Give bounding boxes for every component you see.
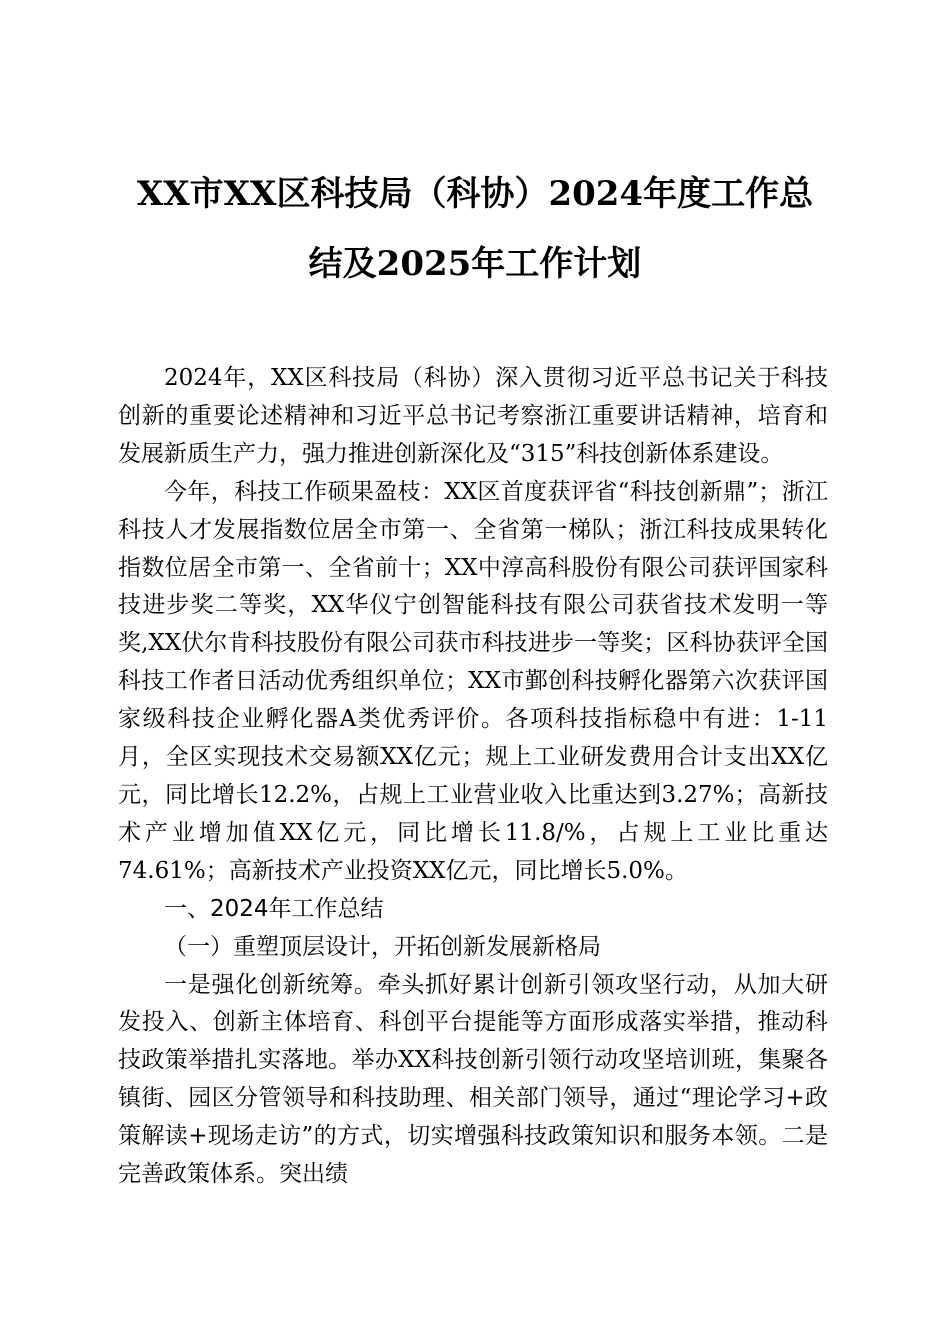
section-heading-1: 一、2024年工作总结: [164, 895, 384, 922]
paragraph-innovation: 一是强化创新统筹。牵头抓好累计创新引领攻坚行动，从加大研发投入、创新主体培育、科创平台提能等方面形成落实举措，推动科技政策举措扎实落地。举办XX科技创新引领行动攻坚培训班，集聚各镇街、园区分管领导和科技助理、相关部门领导，通过“理论学习+政策解读+现场走访”的方式，切实增强科技政策知识和服务本领。二是完善政策体系。突出绩: [118, 971, 828, 1188]
paragraph-achievements: 今年，科技工作硕果盈枝：XX区首度获评省“科技创新鼎”；浙江科技人才发展指数位居全市第一、全省第一梯队；浙江科技成果转化指数位居全市第一、全省前十；XX中淳高科股份有限公司获评国家科技进步奖二等奖，XX华仪宁创智能科技有限公司获省技术发明一等奖,XX伏尔肯科技股份有限公司获市科技进步一等奖；区科协获评全国科技工作者日活动优秀组织单位；XX市鄞创科技孵化器第六次获评国家级科技企业孵化器A类优秀评价。各项科技指标稳中有进：1-11月，全区实现技术交易额XX亿元；规上工业研发费用合计支出XX亿元，同比增长12.2%，占规上工业营业收入比重达到3.27%；高新技术产业增加值XX亿元，同比增长11.8/%，占规上工业比重达74.61%；高新技术产业投资XX亿元，同比增长5.0%。: [118, 478, 828, 884]
document-body: [118, 360, 828, 1194]
document-title-line-1: XX市XX区科技局（科协）2024年度工作总: [136, 174, 814, 214]
subsection-heading-1: （一）重塑顶层设计，开拓创新发展新格局: [164, 933, 601, 960]
paragraph-intro: 2024年，XX区科技局（科协）深入贯彻习近平总书记关于科技创新的重要论述精神和习近平总书记考察浙江重要讲话精神，培育和发展新质生产力，强力推进创新深化及“315”科技创新体系建设。: [118, 365, 828, 467]
document-title-line-2: 结及2025年工作计划: [308, 244, 642, 284]
